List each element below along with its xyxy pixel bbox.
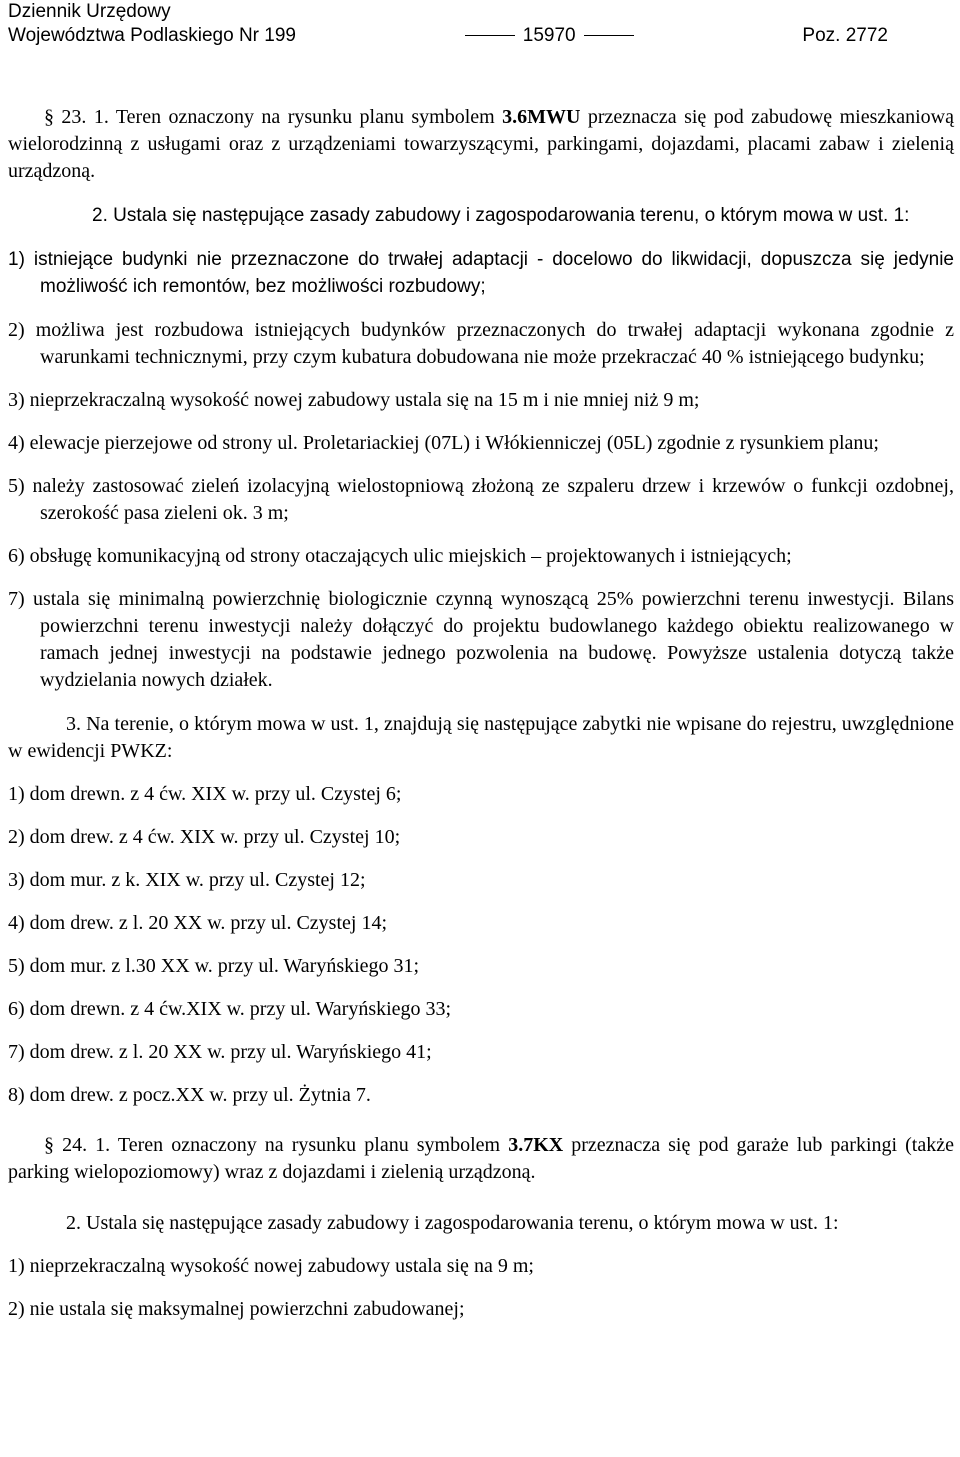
s23-symbol: 3.6MWU (502, 106, 581, 128)
monument-1: 1) dom drewn. z 4 ćw. XIX w. przy ul. Czystej 6; (8, 783, 402, 805)
s24-item-2: 2) nie ustala się maksymalnej powierzchni zabudowanej; (8, 1298, 465, 1320)
journal-voivodeship-issue: Województwa Podlaskiego Nr 199 (8, 25, 296, 46)
monument-4: 4) dom drew. z l. 20 XX w. przy ul. Czystej 14; (8, 912, 388, 934)
page-header (8, 0, 888, 48)
s23-paragraph-3: 3. Na terenie, o którym mowa w ust. 1, znajdują się następujące zabytki nie wpisane do rejestru, uwzględnione w ewidencji PWKZ: (8, 713, 954, 762)
s23-paragraph-1 (8, 104, 954, 185)
s24-paragraph-2: 2. Ustala się następujące zasady zabudowy i zagospodarowania terenu, o którym mowa w ust. 1: (66, 1212, 839, 1234)
s24-paragraph-1 (8, 1132, 954, 1186)
s23-item-2: 2) możliwa jest rozbudowa istniejących budynków przeznaczonych do trwałej adaptacji wykonana zgodnie z warunkami technicznymi, przy czym kubatura dobudowana nie może przekraczać 40 % istniejącego budynku; (8, 319, 954, 368)
monument-8: 8) dom drew. z pocz.XX w. przy ul. Żytnia 7. (8, 1084, 371, 1106)
s23-item-6: 6) obsługę komunikacyjną od strony otaczających ulic miejskich – projektowanych i istniejących; (8, 545, 792, 567)
s23-item-1: 1) istniejące budynki nie przeznaczone do trwałej adaptacji - docelowo do likwidacji, dopuszcza się jedynie możliwość ich remontów, bez możliwości rozbudowy; (8, 249, 954, 297)
s23-item-5: 5) należy zastosować zieleń izolacyjną wielostopniową złożoną ze szpaleru drzew i krzewów o funkcji ozdobnej, szerokość pasa zieleni ok. 3 m; (8, 475, 954, 524)
s24-p1-suffix: przeznacza się pod garaże lub parkingi (także parking wielopoziomowy) wraz z dojazdami i zielenią urządzoną. (8, 1134, 954, 1183)
s23-paragraph-2: 2. Ustala się następujące zasady zabudowy i zagospodarowania terenu, o którym mowa w ust. 1: (92, 205, 910, 226)
journal-title: Dziennik Urzędowy (8, 1, 171, 22)
journal-subtitle-row (8, 24, 888, 48)
s23-item-4: 4) elewacje pierzejowe od strony ul. Proletariackiej (07L) i Włókienniczej (05L) zgodnie z rysunkiem planu; (8, 432, 879, 454)
dash-left (465, 35, 515, 36)
s23-item-7: 7) ustala się minimalną powierzchnię biologicznie czynną wynoszącą 25% powierzchni terenu inwestycji. Bilans powierzchni terenu inwestycji należy dołączyć do projektu budowlanego każdego obiektu realizowanego w ramach jednej inwestycji na podstawie jednego pozwolenia na budowę. Powyższe ustalenia dotyczą także wydzielania nowych działek. (8, 588, 954, 691)
s24-item-1: 1) nieprzekraczalną wysokość nowej zabudowy ustala się na 9 m; (8, 1255, 534, 1277)
document-body (8, 100, 954, 1323)
s24-p1-prefix: § 24. 1. Teren oznaczony na rysunku planu symbolem (44, 1134, 509, 1156)
s23-item-3: 3) nieprzekraczalną wysokość nowej zabudowy ustala się na 15 m i nie mniej niż 9 m; (8, 389, 700, 411)
s23-p1-suffix: przeznacza się pod zabudowę mieszkaniową wielorodzinną z usługami oraz z urządzeniami towarzyszącymi, parkingami, dojazdami, placami zabaw i zielenią urządzoną. (8, 106, 954, 182)
position-number: Poz. 2772 (802, 25, 888, 46)
monument-6: 6) dom drewn. z 4 ćw.XIX w. przy ul. Waryńskiego 33; (8, 998, 452, 1020)
s23-p1-prefix: § 23. 1. Teren oznaczony na rysunku planu symbolem (44, 106, 503, 128)
monument-3: 3) dom mur. z k. XIX w. przy ul. Czystej 12; (8, 869, 366, 891)
monument-7: 7) dom drew. z l. 20 XX w. przy ul. Waryńskiego 41; (8, 1041, 432, 1063)
page-number: 15970 (522, 25, 576, 46)
page-number-wrap (457, 24, 642, 48)
monument-2: 2) dom drew. z 4 ćw. XIX w. przy ul. Czystej 10; (8, 826, 401, 848)
s24-symbol: 3.7KX (508, 1134, 564, 1156)
monument-5: 5) dom mur. z l.30 XX w. przy ul. Waryńskiego 31; (8, 955, 420, 977)
dash-right (584, 35, 634, 36)
